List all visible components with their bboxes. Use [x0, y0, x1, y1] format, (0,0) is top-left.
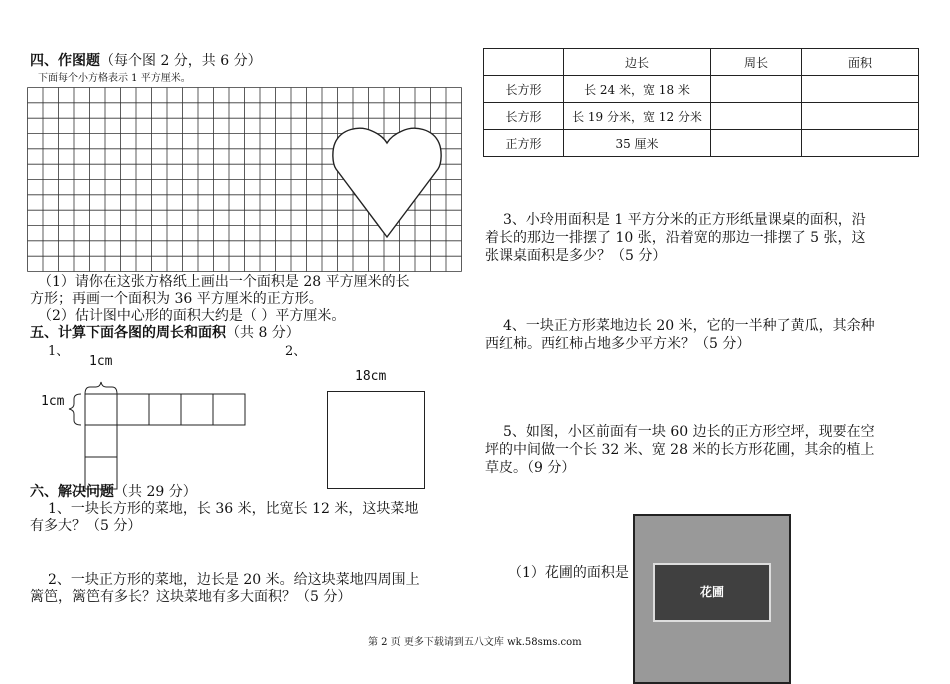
right-p3-line1: 3、小玲用面积是 1 平方分米的正方形纸量课桌的面积，沿 — [503, 212, 866, 228]
section6-p1-line1: 1、一块长方形的菜地，长 36 米，比宽长 12 米，这块菜地 — [48, 501, 419, 517]
table-header-cell: 边长 — [564, 49, 711, 76]
right-p4-line2: 西红柿。西红柿占地多少平方米？（5 分） — [485, 336, 751, 352]
grid-caption: 下面每个小方格表示 1 平方厘米。 — [38, 73, 191, 84]
table-header-cell — [484, 49, 564, 76]
table-header-cell: 周长 — [711, 49, 802, 76]
table-cell: 长方形 — [484, 76, 564, 103]
section4-title: 四、作图题 — [30, 53, 100, 69]
table-row — [484, 76, 919, 103]
table-cell[interactable] — [802, 130, 919, 157]
section4-q1-line2: 方形；再画一个面积为 36 平方厘米的正方形。 — [30, 291, 323, 307]
right-p3-line3: 张课桌面积是多少？（5 分） — [485, 248, 667, 264]
table-cell: 长 24 米，宽 18 米 — [564, 76, 711, 103]
section6-p2-line2: 篱笆，篱笆有多长？这块菜地有多大面积？（5 分） — [30, 589, 352, 605]
section5-note: （共 8 分） — [226, 325, 300, 341]
right-p4-line1: 4、一块正方形菜地边长 20 米，它的一半种了黄瓜，其余种 — [503, 318, 875, 334]
figure1-squares — [85, 394, 245, 489]
table-cell[interactable] — [802, 76, 919, 103]
figure1-top-label: 1cm — [89, 354, 113, 369]
right-p5-line3: 草皮。（9 分） — [485, 460, 576, 476]
section5-title: 五、计算下面各图的周长和面积 — [30, 325, 226, 341]
section4-note: （每个图 2 分，共 6 分） — [100, 53, 262, 69]
table-cell: 长 19 分米，宽 12 分米 — [564, 103, 711, 130]
section6-heading — [30, 484, 197, 501]
figure1-side-brace — [69, 394, 81, 425]
section6-note: （共 29 分） — [114, 484, 197, 500]
flowerbed-rect: 花圃 — [653, 563, 771, 622]
table-cell[interactable] — [711, 103, 802, 130]
section6-p1-line2: 有多大？（5 分） — [30, 518, 142, 534]
table-row — [484, 130, 919, 157]
table-row — [484, 103, 919, 130]
section4-heading — [30, 53, 262, 70]
table-header-cell: 面积 — [802, 49, 919, 76]
figure1-side-label: 1cm — [41, 394, 65, 409]
table-cell: 正方形 — [484, 130, 564, 157]
table-header-row — [484, 49, 919, 76]
right-p3-line2: 着长的那边一排摆了 10 张，沿着宽的那边一排摆了 5 张，这 — [485, 230, 866, 246]
table-cell[interactable] — [711, 76, 802, 103]
heart-shape — [333, 128, 441, 237]
section6-title: 六、解决问题 — [30, 484, 114, 500]
shape-measure-table — [483, 48, 919, 157]
drawing-grid[interactable] — [27, 87, 462, 272]
section4-q1-line1: （1）请你在这张方格纸上画出一个面积是 28 平方厘米的长 — [38, 274, 410, 290]
section6-p2-line1: 2、一块正方形的菜地，边长是 20 米。给这块菜地四周围上 — [48, 572, 420, 588]
right-p5-sub1: （1）花圃的面积是 — [508, 565, 629, 581]
figure1-number: 1、 — [48, 344, 70, 359]
table-cell: 35 厘米 — [564, 130, 711, 157]
figure2-side-label: 18cm — [355, 369, 387, 384]
section4-q2: （2）估计图中心形的面积大约是（ ）平方厘米。 — [38, 308, 346, 324]
figure1-top-brace — [85, 382, 117, 394]
page-footer: 第 2 页 更多下载请到五八文库 wk.58sms.com — [368, 637, 582, 648]
table-cell: 长方形 — [484, 103, 564, 130]
figure1-diagram — [60, 380, 260, 490]
section5-heading — [30, 325, 300, 342]
right-p5-line1: 5、如图，小区前面有一块 60 边长的正方形空坪，现要在空 — [503, 424, 875, 440]
figure2-number: 2、 — [285, 344, 307, 359]
right-p5-line2: 坪的中间做一个长 32 米、宽 28 米的长方形花圃，其余的植上 — [485, 442, 875, 458]
table-cell[interactable] — [802, 103, 919, 130]
figure2-square — [327, 391, 425, 489]
table-cell[interactable] — [711, 130, 802, 157]
